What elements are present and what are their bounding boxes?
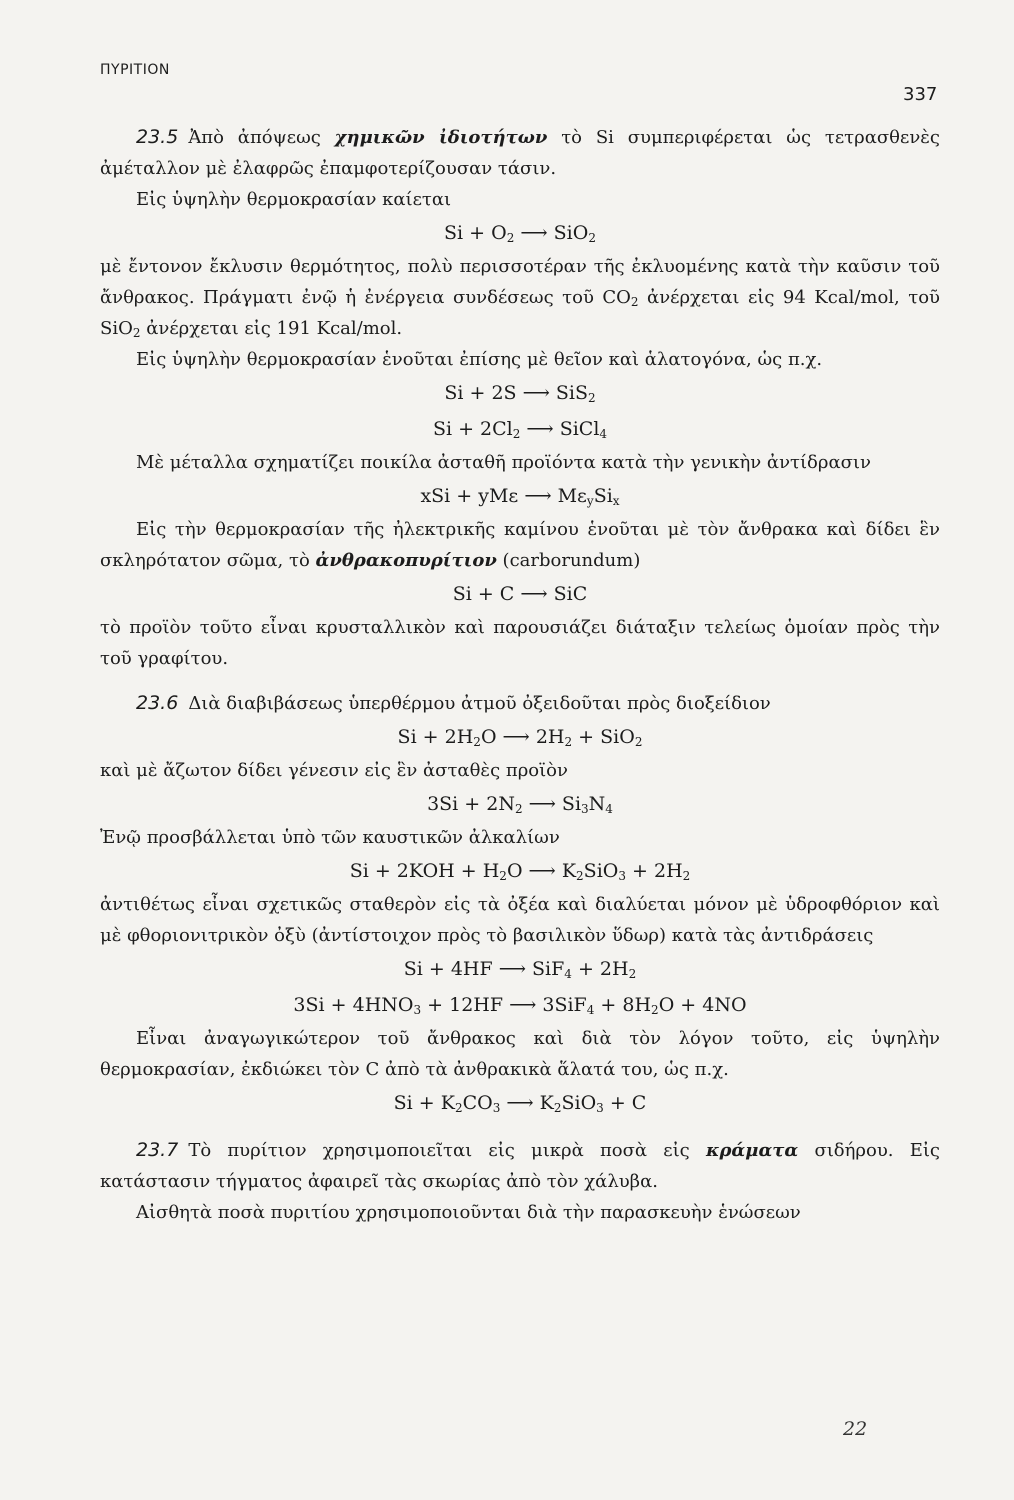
paragraph: Ἐνῷ προσβάλλεται ὑπὸ τῶν καυστικῶν ἀλκαλίων (100, 827, 560, 848)
equation: $3Si + 2N_2$ ⟶ $Si_3N_4$ (427, 793, 613, 816)
equation: $Si + O_2$ ⟶ SiO$_2$ (444, 222, 596, 245)
section-number: 23.5 (136, 126, 179, 148)
signature-mark: 22 (843, 1418, 868, 1440)
paragraph: μὲ ἔντονον ἔκλυσιν θερμότητος, πολὺ περισσοτέραν τῆς ἐκλυομένης κατὰ τὴν καῦσιν τοῦ ἄνθρακος. Πράγματι ἐνῷ ἡ ἐνέργεια συνδέσεως τοῦ $CO_2$ ἀνέρχεται εἰς 94 Kcal/mol, τοῦ SiO$_2$ ἀνέρχεται εἰς 191 Kcal/mol. (100, 256, 941, 340)
page-number: 337 (903, 84, 938, 105)
paragraph: Αἰσθητὰ ποσὰ πυριτίου χρησιμοποιοῦνται διὰ τὴν παρασκευὴν ἑνώσεων (136, 1202, 801, 1223)
section-23-7-intro: 23.7 Τὸ πυρίτιον χρησιμοποιεῖται εἰς μικρὰ ποσὰ εἰς κράματα σιδήρου. Εἰς κατάστασιν τήγματος ἀφαιρεῖ τὰς σκωρίας ἀπὸ τὸν χάλυβα. (100, 1139, 940, 1192)
section-number: 23.7 (136, 1139, 179, 1161)
running-head: ΠΥΡΙΤΙΟΝ (100, 62, 170, 78)
paragraph: καὶ μὲ ἄζωτον δίδει γένεσιν εἰς ἓν ἀσταθὲς προϊὸν (100, 760, 568, 781)
paragraph: Εἰς ὑψηλὴν θερμοκρασίαν καίεται (136, 189, 452, 210)
paragraph: τὸ προϊὸν τοῦτο εἶναι κρυσταλλικὸν καὶ παρουσιάζει διάταξιν τελείως ὁμοίαν πρὸς τὴν τοῦ γραφίτου. (100, 617, 940, 669)
paragraph: Μὲ μέταλλα σχηματίζει ποικίλα ἀσταθῆ προϊόντα κατὰ τὴν γενικὴν ἀντίδρασιν (136, 452, 871, 473)
equation: $Si + 2H_2O$ ⟶ $2H_2 + SiO_2$ (397, 726, 643, 749)
equation: $Si + 2KOH + H_2O$ ⟶ $K_2SiO_3 + 2H_2$ (349, 860, 691, 883)
equation: Si + C ⟶ SiC (452, 583, 588, 605)
equation: Si + 4HF ⟶ $SiF_4 + 2H_2$ (403, 958, 637, 981)
emphasis: χημικῶν ἰδιοτήτων (334, 127, 548, 148)
paragraph: Εἰς τὴν θερμοκρασίαν τῆς ἠλεκτρικῆς καμίνου ἑνοῦται μὲ τὸν ἄνθρακα καὶ δίδει ἓν σκληρότατον σῶμα, τὸ ἀνθρακοπυρίτιον (carborundum) (100, 519, 940, 571)
paragraph: Εἶναι ἀναγωγικώτερον τοῦ ἄνθρακος καὶ διὰ τὸν λόγον τοῦτο, εἰς ὑψηλὴν θερμοκρασίαν, ἐκδιώκει τὸν C ἀπὸ τὰ ἀνθρακικὰ ἅλατά του, ὡς π.χ. (100, 1028, 940, 1080)
section-23-5-intro: 23.5 Ἀπὸ ἀπόψεως χημικῶν ἰδιοτήτων τὸ Si συμπεριφέρεται ὡς τετρασθενὲς ἀμέταλλον μὲ ἐλαφρῶς ἐπαμφοτερίζουσαν τάσιν. (100, 126, 940, 179)
page-body (100, 122, 940, 1228)
equation: $3Si + 4HNO_3 + 12HF$ ⟶ $3SiF_4 + 8H_2O + 4NO$ (293, 994, 747, 1017)
equation: $Si + K_2CO_3$ ⟶ $K_2SiO_3 + C$ (393, 1092, 647, 1115)
emphasis: ἀνθρακοπυρίτιον (315, 550, 497, 571)
equation: Si + 2S ⟶ SiS$_2$ (444, 382, 596, 405)
section-23-6-intro: 23.6 Διὰ διαβιβάσεως ὑπερθέρμου ἀτμοῦ ὀξειδοῦται πρὸς διοξείδιον (136, 692, 771, 714)
section-number: 23.6 (136, 692, 179, 714)
equation: $Si + 2Cl_2$ ⟶ SiCl$_4$ (432, 418, 608, 441)
paragraph: ἀντιθέτως εἶναι σχετικῶς σταθερὸν εἰς τὰ ὀξέα καὶ διαλύεται μόνον μὲ ὑδροφθόριον καὶ μὲ φθοριονιτρικὸν ὀξὺ (ἀντίστοιχον πρὸς τὸ βασιλικὸν ὕδωρ) κατὰ τὰς ἀντιδράσεις (100, 894, 940, 946)
paragraph: Εἰς ὑψηλὴν θερμοκρασίαν ἑνοῦται ἐπίσης μὲ θεῖον καὶ ἁλατογόνα, ὡς π.χ. (136, 349, 823, 370)
emphasis: κράματα (705, 1140, 799, 1161)
equation: xSi + yMε ⟶ $M\varepsilon_ySi_x$ (420, 485, 620, 508)
